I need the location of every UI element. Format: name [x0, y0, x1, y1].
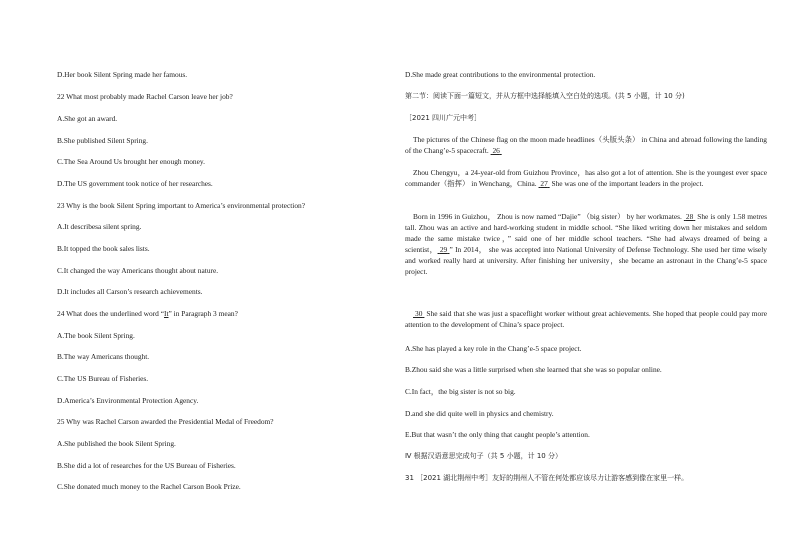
q25-option-d: D.She made great contributions to the environmental protection. [405, 70, 596, 79]
blank-30: 30 [415, 309, 423, 318]
q22-stem: 22 What most probably made Rachel Carson leave her job? [57, 92, 233, 101]
passage-paragraph-4: 30 She said that she was just a spaceflight worker without great achievements. She hoped that people could pay more attention to the development of China’s space project. [405, 309, 767, 329]
q23-option-a: A.It describesa silent spring. [57, 222, 142, 231]
passage-source: ［2021 四川广元中考］ [405, 114, 482, 122]
blank-26: 26 [492, 146, 500, 155]
passage-paragraph-2: Zhou Chengyu，a 24-year-old from Guizhou Province，has also got a lot of attention. She is the youngest ever space commander（指挥） in Wenchang，China. 27 She was one of the important leaders in the project. [405, 168, 767, 188]
q23-stem: 23 Why is the book Silent Spring important to America’s environmental protection? [57, 201, 306, 210]
q24-option-c: C.The US Bureau of Fisheries. [57, 374, 149, 383]
q24-option-a: A.The book Silent Spring. [57, 331, 135, 340]
section2-heading: 第二节：阅读下面一篇短文，并从方框中选择能填入空白处的选项。(共 5 小题，计 10 分) [405, 92, 685, 100]
q22-option-b: B.She published Silent Spring. [57, 136, 148, 145]
choice-a: A.She has played a key role in the Chang’e-5 space project. [405, 344, 582, 353]
passage-paragraph-3: Born in 1996 in Guizhou， Zhou is now named “Dajie” （big sister） by her workmates. 28 She is only 1.58 metres tall. Zhou was an active and hard-working student in middle school. “She liked writing down her mistakes and seldom made the same mistake twice，” said one of her middle school teachers. “She had always dreamed of being a scientist， 29 ” In 2014， she was accepted into National University of Defense Technology. She used her time wisely and worked really hard at university. After finishing her university，she became an astronaut in the Chang’e-5 space project. [405, 212, 767, 276]
q21-option-d: D.Her book Silent Spring made her famous. [57, 70, 188, 79]
q24-option-d: D.America’s Environmental Protection Agency. [57, 396, 199, 405]
q24-stem: 24 What does the underlined word “It” in Paragraph 3 mean? [57, 309, 238, 318]
q25-option-b: B.She did a lot of researches for the US Bureau of Fisheries. [57, 461, 236, 470]
q25-option-c: C.She donated much money to the Rachel Carson Book Prize. [57, 482, 241, 491]
q31-prompt: 31 ［2021 湖北荆州中考］友好的荆州人不管在何处都应该尽力让游客感到像在家里一样。 [405, 474, 689, 482]
q22-option-d: D.The US government took notice of her researches. [57, 179, 213, 188]
q23-option-d: D.It includes all Carson’s research achievements. [57, 287, 203, 296]
q24-option-b: B.The way Americans thought. [57, 352, 150, 361]
q22-option-c: C.The Sea Around Us brought her enough money. [57, 157, 205, 166]
choice-c: C.In fact，the big sister is not so big. [405, 387, 516, 396]
choice-b: B.Zhou said she was a little surprised when she learned that she was so popular online. [405, 365, 662, 374]
q25-option-a: A.She published the book Silent Spring. [57, 439, 176, 448]
blank-28: 28 [685, 212, 694, 221]
passage-paragraph-1: The pictures of the Chinese flag on the moon made headlines（头版头条） in China and abroad following the landing of the Chang’e-5 spacecraft. 26 [405, 135, 767, 155]
q23-option-c: C.It changed the way Americans thought about nature. [57, 266, 219, 275]
blank-29: 29 [439, 245, 448, 254]
underlined-word: It [164, 309, 169, 318]
q23-option-b: B.It topped the book sales lists. [57, 244, 150, 253]
blank-27: 27 [540, 179, 548, 188]
section4-heading: Ⅳ 根据汉语意思完成句子（共 5 小题，计 10 分） [405, 452, 562, 460]
q25-stem: 25 Why was Rachel Carson awarded the Presidential Medal of Freedom? [57, 417, 274, 426]
choice-e: E.But that wasn’t the only thing that caught people’s attention. [405, 430, 590, 439]
choice-d: D.and she did quite well in physics and chemistry. [405, 409, 554, 418]
q22-option-a: A.She got an award. [57, 114, 118, 123]
